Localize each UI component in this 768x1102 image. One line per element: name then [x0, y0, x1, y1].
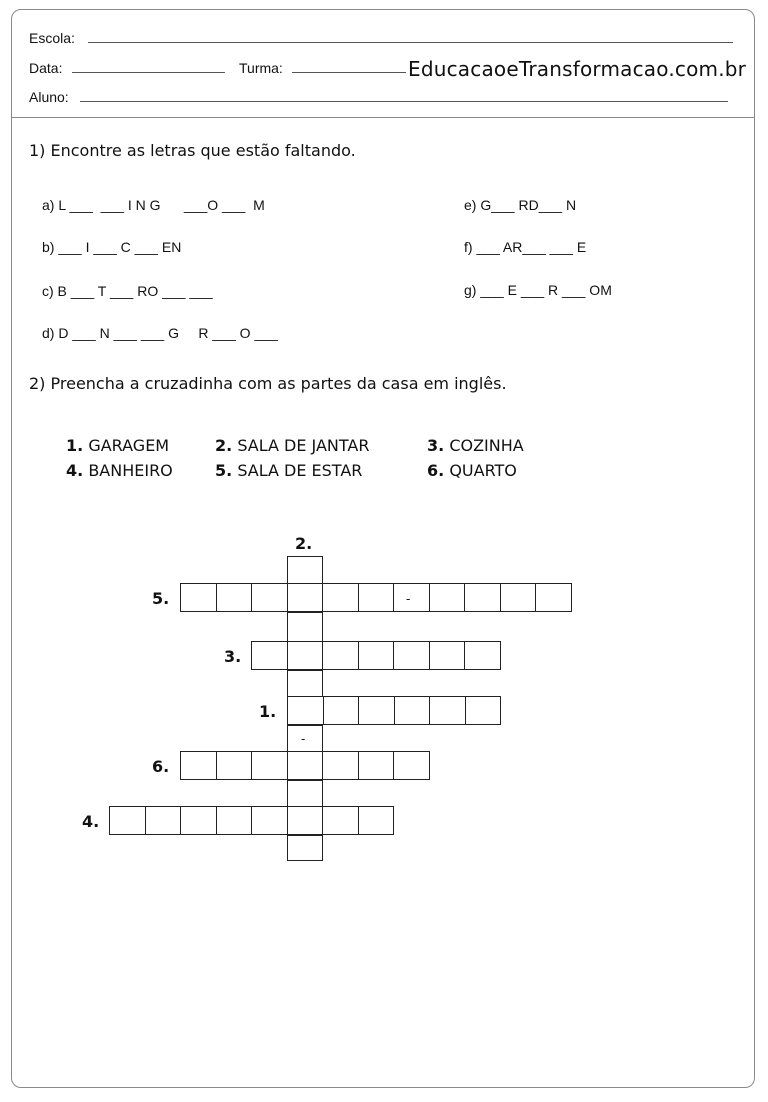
- crossword-cell-row-1-4[interactable]: [394, 696, 431, 725]
- clue-3: 3. COZINHA: [427, 436, 524, 455]
- exercise-item-e: e) G___ RD___ N: [464, 197, 577, 213]
- crossword-cell-row-3-6[interactable]: [429, 641, 466, 670]
- crossword-cell-down-2-segment-2[interactable]: [287, 612, 323, 642]
- clue-5: 5. SALA DE ESTAR: [215, 461, 363, 480]
- crossword-cell-row-6-3[interactable]: [251, 751, 288, 780]
- exercise-item-b: b) ___ I ___ C ___ EN: [42, 239, 182, 255]
- crossword-cell-row-3-7[interactable]: [464, 641, 501, 670]
- crossword-cell-row-5-3[interactable]: [251, 583, 288, 612]
- crossword-hyphen-down-2: -: [301, 731, 306, 746]
- crossword-cell-row-5-4[interactable]: [287, 583, 324, 612]
- date-label: Data:: [29, 60, 63, 76]
- header-divider: [11, 117, 755, 118]
- crossword-cell-row-1-3[interactable]: [358, 696, 395, 725]
- clue-2: 2. SALA DE JANTAR: [215, 436, 370, 455]
- exercise-item-f: f) ___ AR___ ___ E: [464, 239, 587, 255]
- crossword-cell-row-1-6[interactable]: [465, 696, 502, 725]
- crossword-cell-row-6-7[interactable]: [393, 751, 430, 780]
- crossword-cell-down-2-segment-5[interactable]: [287, 780, 323, 807]
- crossword-cell-row-4-7[interactable]: [322, 806, 359, 835]
- question-2-title: 2) Preencha a cruzadinha com as partes da casa em inglês.: [29, 374, 507, 393]
- crossword-cell-down-2-segment-6[interactable]: [287, 835, 323, 861]
- crossword-cell-row-4-6[interactable]: [287, 806, 324, 835]
- crossword-label-1: 1.: [259, 702, 277, 721]
- crossword-label-5: 5.: [152, 589, 170, 608]
- crossword-cell-row-1-2[interactable]: [323, 696, 360, 725]
- school-field[interactable]: [88, 42, 733, 43]
- clue-6: 6. QUARTO: [427, 461, 517, 480]
- crossword-label-2: 2.: [295, 534, 313, 553]
- student-label: Aluno:: [29, 89, 69, 105]
- crossword-cell-row-3-4[interactable]: [358, 641, 395, 670]
- clue-1: 1. GARAGEM: [66, 436, 170, 455]
- crossword-cell-row-4-5[interactable]: [251, 806, 288, 835]
- exercise-item-c: c) B ___ T ___ RO ___ ___: [42, 283, 213, 299]
- crossword-cell-row-6-5[interactable]: [322, 751, 359, 780]
- question-1-title: 1) Encontre as letras que estão faltando.: [29, 141, 356, 160]
- student-field[interactable]: [80, 101, 728, 102]
- crossword-cell-row-3-1[interactable]: [251, 641, 288, 670]
- crossword-cell-row-4-1[interactable]: [109, 806, 146, 835]
- clue-4: 4. BANHEIRO: [66, 461, 173, 480]
- crossword-cell-row-3-5[interactable]: [393, 641, 430, 670]
- crossword-cell-row-5-8[interactable]: [429, 583, 466, 612]
- crossword-label-3: 3.: [224, 647, 242, 666]
- crossword-cell-row-4-4[interactable]: [216, 806, 253, 835]
- crossword-hyphen-row-5: -: [406, 591, 411, 606]
- crossword-cell-row-1-5[interactable]: [429, 696, 466, 725]
- crossword-cell-row-4-2[interactable]: [145, 806, 182, 835]
- crossword-cell-row-6-1[interactable]: [180, 751, 217, 780]
- crossword-cell-row-5-10[interactable]: [500, 583, 537, 612]
- crossword-cell-row-5-1[interactable]: [180, 583, 217, 612]
- class-field[interactable]: [292, 72, 406, 73]
- crossword-cell-down-2-segment-3[interactable]: [287, 670, 323, 697]
- crossword-cell-row-5-9[interactable]: [464, 583, 501, 612]
- school-label: Escola:: [29, 30, 75, 46]
- exercise-item-a: a) L ___ ___ I N G ___O ___ M: [42, 197, 265, 213]
- crossword-cell-row-1-1[interactable]: [287, 696, 324, 725]
- exercise-item-d: d) D ___ N ___ ___ G R ___ O ___: [42, 325, 278, 341]
- crossword-cell-row-5-7[interactable]: [393, 583, 430, 612]
- crossword-cell-row-6-4[interactable]: [287, 751, 324, 780]
- crossword-cell-row-3-3[interactable]: [322, 641, 359, 670]
- crossword-cell-row-5-5[interactable]: [322, 583, 359, 612]
- worksheet-frame: [11, 9, 755, 1088]
- crossword-cell-row-4-3[interactable]: [180, 806, 217, 835]
- brand-website: EducacaoeTransformacao.com.br: [408, 57, 747, 81]
- crossword-cell-row-3-2[interactable]: [287, 641, 324, 670]
- crossword-cell-row-5-2[interactable]: [216, 583, 253, 612]
- crossword-cell-row-6-2[interactable]: [216, 751, 253, 780]
- crossword-cell-row-5-11[interactable]: [535, 583, 572, 612]
- crossword-label-4: 4.: [82, 812, 100, 831]
- date-field[interactable]: [72, 72, 225, 73]
- crossword-cell-down-2-segment-1[interactable]: [287, 556, 323, 584]
- class-label: Turma:: [239, 60, 283, 76]
- crossword-cell-row-5-6[interactable]: [358, 583, 395, 612]
- crossword-cell-row-4-8[interactable]: [358, 806, 395, 835]
- exercise-item-g: g) ___ E ___ R ___ OM: [464, 282, 612, 298]
- crossword-label-6: 6.: [152, 757, 170, 776]
- crossword-cell-row-6-6[interactable]: [358, 751, 395, 780]
